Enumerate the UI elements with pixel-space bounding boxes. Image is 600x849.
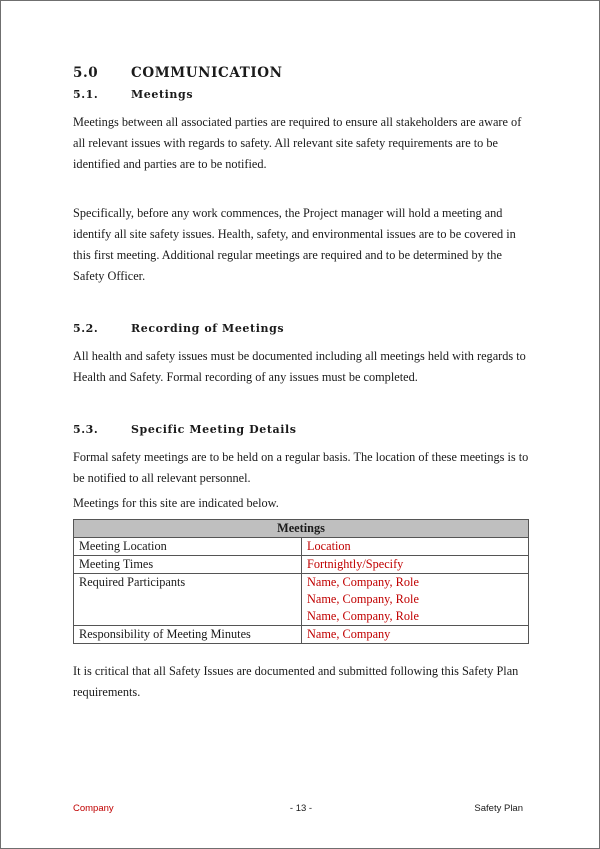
table-row: [74, 556, 529, 574]
participant-entry: Name, Company, Role: [307, 575, 419, 589]
row-value: Location: [302, 538, 529, 556]
meetings-paragraph-2: Specifically, before any work commences, the Project manager will hold a meeting and identify all site safety issues. Health, safety, and environmental issues are to be covered in this first meeting. Additional regular meetings are required and to be determined by the Safety Officer.: [73, 206, 516, 283]
row-label: Responsibility of Meeting Minutes: [74, 626, 302, 644]
table-header: Meetings: [74, 520, 529, 538]
participant-entry: Name, Company, Role: [307, 592, 419, 606]
footer-doc-title: Safety Plan: [474, 803, 523, 814]
row-value: Name, Company: [302, 626, 529, 644]
subsection-number: 5.1.: [73, 88, 99, 101]
section-heading: [73, 65, 283, 81]
table-row: [74, 574, 529, 626]
row-label: Meeting Times: [74, 556, 302, 574]
row-label: Meeting Location: [74, 538, 302, 556]
table-row: [74, 538, 529, 556]
row-label: Required Participants: [74, 574, 302, 626]
footer-company: Company: [73, 803, 114, 814]
subsection-number: 5.2.: [73, 322, 99, 335]
meetings-paragraph-1: Meetings between all associated parties are required to ensure all stakeholders are aware of all relevant issues with regards to safety. All relevant site safety requirements are to be identified and parties are to be notified.: [73, 115, 522, 171]
specific-paragraph-1: Formal safety meetings are to be held on a regular basis. The location of these meetings is to be notified to all relevant personnel.: [73, 450, 529, 485]
table-row: [74, 626, 529, 644]
row-value: Fortnightly/Specify: [302, 556, 529, 574]
subsection-title: Meetings: [131, 88, 194, 101]
subsection-title: Recording of Meetings: [131, 322, 285, 335]
footer-page-number: - 13 -: [289, 803, 313, 814]
subsection-title: Specific Meeting Details: [131, 423, 297, 436]
meetings-table: [73, 519, 529, 644]
subsection-heading-recording: [73, 322, 284, 335]
table-header-row: [74, 520, 529, 538]
closing-paragraph: It is critical that all Safety Issues are documented and submitted following this Safety Plan requirements.: [73, 664, 519, 699]
participant-entry: Name, Company, Role: [307, 609, 419, 623]
subsection-heading-specific: [73, 423, 297, 436]
recording-paragraph: All health and safety issues must be documented including all meetings held with regards to Health and Safety. Formal recording of any issues must be completed.: [73, 349, 526, 384]
subsection-number: 5.3.: [73, 423, 99, 436]
specific-paragraph-2: Meetings for this site are indicated below.: [73, 496, 279, 510]
section-title: COMMUNICATION: [131, 65, 283, 81]
row-value-list: [302, 574, 529, 626]
section-number: 5.0: [73, 65, 99, 81]
subsection-heading-meetings: [73, 88, 193, 101]
